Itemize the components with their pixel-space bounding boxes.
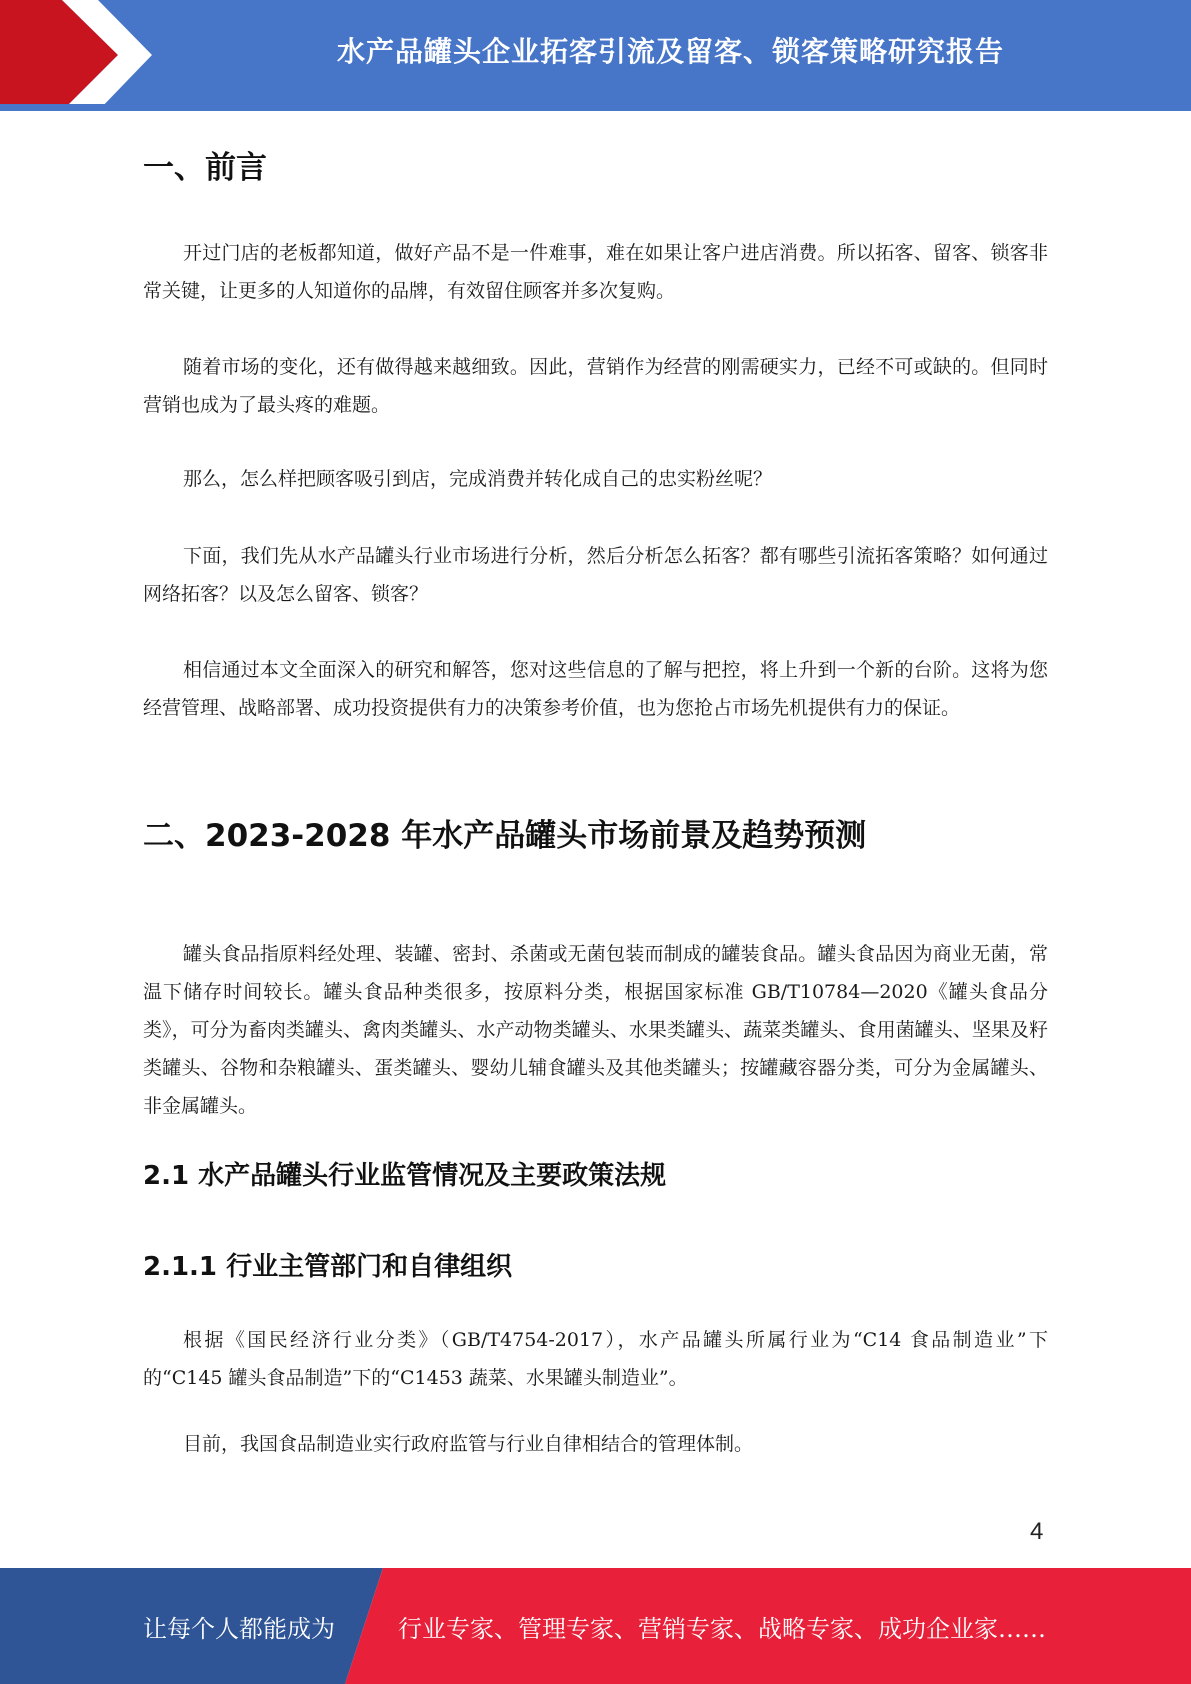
- footer-slogan-right: 行业专家、管理专家、营销专家、战略专家、成功企业家……: [398, 1614, 1046, 1643]
- section-2-1-title: 2.1 水产品罐头行业监管情况及主要政策法规: [143, 1161, 667, 1191]
- page-number: 4: [1030, 1518, 1044, 1545]
- section-2-1-1-title: 2.1.1 行业主管部门和自律组织: [143, 1252, 513, 1282]
- page-header: [0, 0, 1191, 111]
- section-2-1-1-paragraph-2: 目前，我国食品制造业实行政府监管与行业自律相结合的管理体制。: [183, 1433, 754, 1455]
- section-2-paragraph-1: 罐头食品指原料经处理、装罐、密封、杀菌或无菌包装而制成的罐装食品。罐头食品因为商业无菌，常温下储存时间较长。罐头食品种类很多，按原料分类，根据国家标准 GB/T10784—2020《罐头食品分类》，可分为畜肉类罐头、禽肉类罐头、水产动物类罐头、水果类罐头、蔬菜类罐头、食用菌罐头、坚果及籽类罐头、谷物和杂粮罐头、蛋类罐头、婴幼儿辅食罐头及其他类罐头；按罐藏容器分类，可分为金属罐头、非金属罐头。: [143, 943, 1048, 1117]
- section-1-paragraph-4: 下面，我们先从水产品罐头行业市场进行分析，然后分析怎么拓客？都有哪些引流拓客策略？如何通过网络拓客？以及怎么留客、锁客？: [143, 545, 1048, 605]
- section-1-paragraph-2: 随着市场的变化，还有做得越来越细致。因此，营销作为经营的刚需硬实力，已经不可或缺的。但同时营销也成为了最头疼的难题。: [143, 356, 1048, 416]
- page-footer: [0, 1568, 1191, 1684]
- section-1-paragraph-3: 那么，怎么样把顾客吸引到店，完成消费并转化成自己的忠实粉丝呢？: [183, 468, 773, 490]
- section-2-1-1-paragraph-1: 根据《国民经济行业分类》（GB/T4754-2017），水产品罐头所属行业为“C14 食品制造业”下的“C145 罐头食品制造”下的“C1453 蔬菜、水果罐头制造业”。: [143, 1329, 1048, 1389]
- footer-slogan-left: 让每个人都能成为: [143, 1614, 335, 1643]
- section-2-title: 二、2023-2028 年水产品罐头市场前景及趋势预测: [143, 818, 867, 854]
- header-title: 水产品罐头企业拓客引流及留客、锁客策略研究报告: [336, 35, 1004, 68]
- section-1-paragraph-1: 开过门店的老板都知道，做好产品不是一件难事，难在如果让客户进店消费。所以拓客、留客、锁客非常关键，让更多的人知道你的品牌，有效留住顾客并多次复购。: [143, 242, 1048, 302]
- section-1-title: 一、前言: [143, 150, 267, 186]
- section-1-paragraph-5: 相信通过本文全面深入的研究和解答，您对这些信息的了解与把控，将上升到一个新的台阶。这将为您经营管理、战略部署、成功投资提供有力的决策参考价值，也为您抢占市场先机提供有力的保证。: [143, 659, 1048, 719]
